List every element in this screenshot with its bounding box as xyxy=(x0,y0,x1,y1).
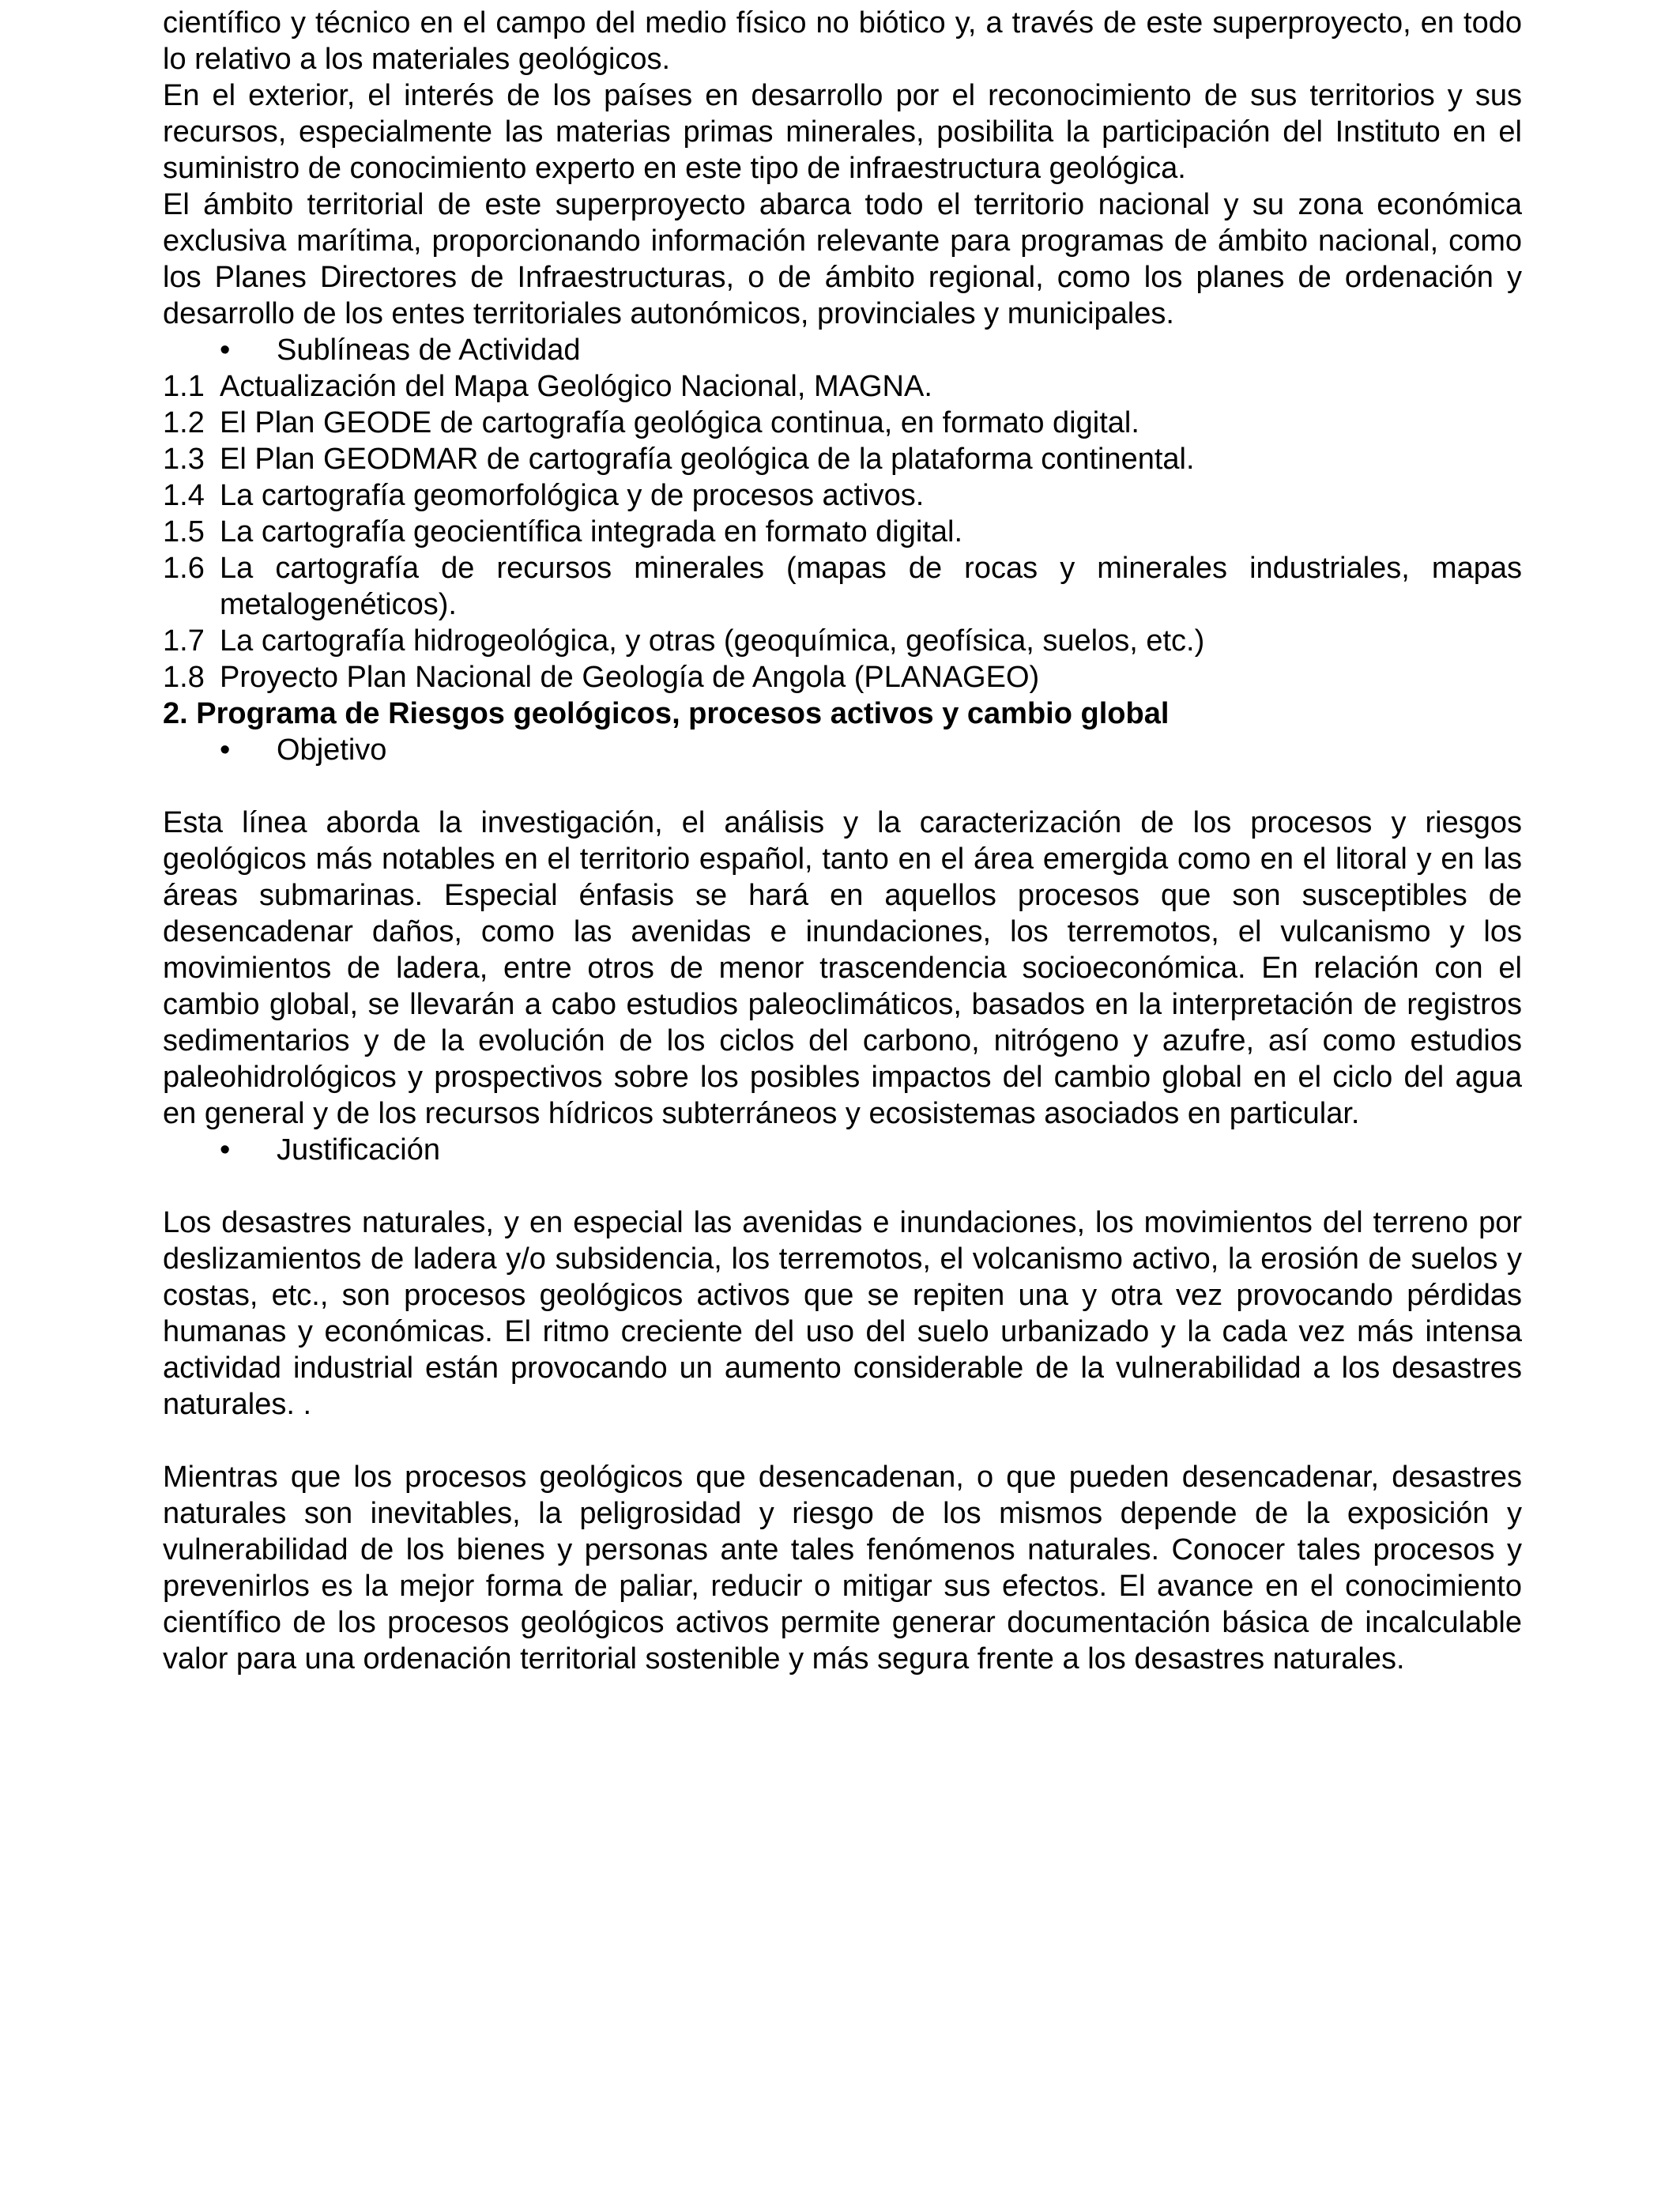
list-item xyxy=(163,623,1522,659)
list-item-text: La cartografía de recursos minerales (mapas de rocas y minerales industriales, mapas metalogenéticos). xyxy=(220,552,1522,621)
list-item xyxy=(163,441,1522,477)
list-item-number: 1.3 xyxy=(163,443,205,476)
sublineas-list xyxy=(163,368,1522,696)
justificacion-heading: Justificación xyxy=(277,1133,440,1167)
list-item xyxy=(163,405,1522,441)
list-item-number: 1.5 xyxy=(163,515,205,548)
intro-paragraph-ambito: El ámbito territorial de este superproyecto abarca todo el territorio nacional y su zona económica exclusiva marítima, proporcionando información relevante para programas de ámbito nacional, como los Planes Directores de Infraestructuras, o de ámbito regional, como los planes de ordenación y desarrollo de los entes territoriales autonómicos, provinciales y municipales. xyxy=(163,188,1522,330)
list-item-number: 1.6 xyxy=(163,552,205,585)
list-item-text: La cartografía geomorfológica y de procesos activos. xyxy=(220,479,925,512)
list-item xyxy=(163,659,1522,696)
justificacion-bullet-heading xyxy=(163,1132,1522,1168)
intro-paragraph-continuation: científico y técnico en el campo del medio físico no biótico y, a través de este superproyecto, en todo lo relativo a los materiales geológicos. xyxy=(163,6,1522,76)
bullet-icon: • xyxy=(220,334,231,367)
list-item xyxy=(163,550,1522,623)
objetivo-paragraph: Esta línea aborda la investigación, el análisis y la caracterización de los procesos y riesgos geológicos más notables en el territorio español, tanto en el área emergida como en el litoral y en las áreas submarinas. Especial énfasis se hará en aquellos procesos que son susceptibles de desencadenar daños, como las avenidas e inundaciones, los terremotos, el vulcanismo y los movimientos de ladera, entre otros de menor trascendencia socioeconómica. En relación con el cambio global, se llevarán a cabo estudios paleoclimáticos, basados en la interpretación de registros sedimentarios y de la evolución de los ciclos del carbono, nitrógeno y azufre, así como estudios paleohidrológicos y prospectivos sobre los posibles impactos del cambio global en el ciclo del agua en general y de los recursos hídricos subterráneos y ecosistemas asociados en particular. xyxy=(163,806,1522,1130)
list-item-number: 1.4 xyxy=(163,479,205,512)
list-item-text: Proyecto Plan Nacional de Geología de Angola (PLANAGEO) xyxy=(220,661,1040,694)
objetivo-heading: Objetivo xyxy=(277,733,387,767)
list-item-number: 1.1 xyxy=(163,370,205,403)
list-item-number: 1.7 xyxy=(163,624,205,658)
bullet-icon: • xyxy=(220,1133,231,1167)
list-item-text: Actualización del Mapa Geológico Nacional, MAGNA. xyxy=(220,370,932,403)
list-item xyxy=(163,368,1522,405)
section-2-title: 2. Programa de Riesgos geológicos, procesos activos y cambio global xyxy=(163,697,1170,730)
list-item-text: La cartografía geocientífica integrada en formato digital. xyxy=(220,515,963,548)
list-item xyxy=(163,514,1522,550)
justificacion-paragraph-2: Mientras que los procesos geológicos que desencadenan, o que pueden desencadenar, desastres naturales son inevitables, la peligrosidad y riesgo de los mismos depende de la exposición y vulnerabilidad de los bienes y personas ante tales fenómenos naturales. Conocer tales procesos y prevenirlos es la mejor forma de paliar, reducir o mitigar sus efectos. El avance en el conocimiento científico de los procesos geológicos activos permite generar documentación básica de incalculable valor para una ordenación territorial sostenible y más segura frente a los desastres naturales. xyxy=(163,1461,1522,1676)
intro-paragraph-exterior: En el exterior, el interés de los países en desarrollo por el reconocimiento de sus territorios y sus recursos, especialmente las materias primas minerales, posibilita la participación del Instituto en el suministro de conocimiento experto en este tipo de infraestructura geológica. xyxy=(163,79,1522,185)
sublineas-heading: Sublíneas de Actividad xyxy=(277,334,581,367)
list-item-number: 1.8 xyxy=(163,661,205,694)
sublineas-bullet-heading xyxy=(163,332,1522,368)
list-item-number: 1.2 xyxy=(163,406,205,439)
justificacion-paragraph-1: Los desastres naturales, y en especial las avenidas e inundaciones, los movimientos del terreno por deslizamientos de ladera y/o subsidencia, los terremotos, el volcanismo activo, la erosión de suelos y costas, etc., son procesos geológicos activos que se repiten una y otra vez provocando pérdidas humanas y económicas. El ritmo creciente del uso del suelo urbanizado y la cada vez más intensa actividad industrial están provocando un aumento considerable de la vulnerabilidad a los desastres naturales. . xyxy=(163,1206,1522,1421)
bullet-icon: • xyxy=(220,733,231,767)
list-item-text: La cartografía hidrogeológica, y otras (geoquímica, geofísica, suelos, etc.) xyxy=(220,624,1205,658)
list-item xyxy=(163,477,1522,514)
objetivo-bullet-heading xyxy=(163,732,1522,768)
list-item-text: El Plan GEODE de cartografía geológica continua, en formato digital. xyxy=(220,406,1139,439)
list-item-text: El Plan GEODMAR de cartografía geológica de la plataforma continental. xyxy=(220,443,1195,476)
